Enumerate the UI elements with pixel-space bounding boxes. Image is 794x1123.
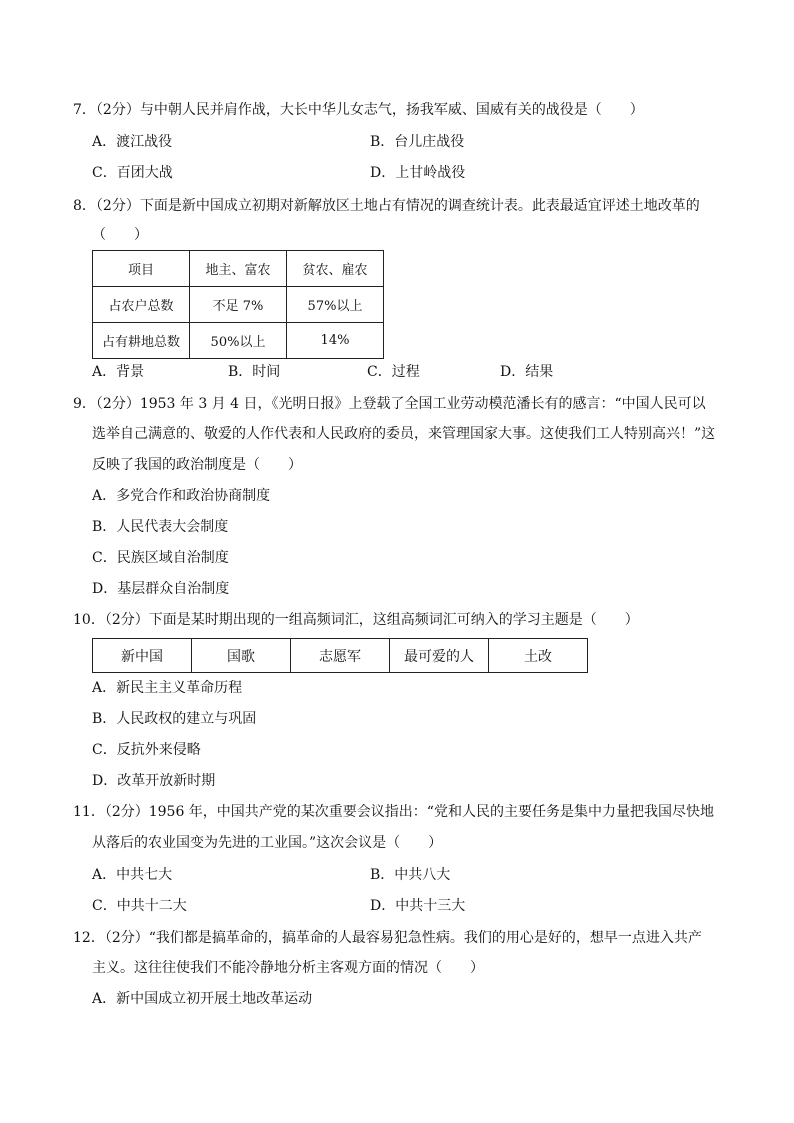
q8-option-a[interactable]: A．背景	[92, 364, 145, 380]
keyword-cell: 志愿军	[291, 639, 390, 673]
q12-option-a[interactable]: A．新中国成立初开展土地改革运动	[92, 991, 313, 1007]
q8-stem-line2: （ ）	[92, 227, 148, 243]
table-header-cell: 项目	[93, 251, 190, 287]
q8-option-d[interactable]: D．结果	[500, 364, 554, 380]
q10-option-b[interactable]: B．人民政权的建立与巩固	[92, 711, 257, 727]
q12-stem-line1: 12．（2分）“我们都是搞革命的，搞革命的人最容易犯急性病。我们的用心是好的，想早一点进入共产	[73, 930, 702, 946]
keyword-cell: 土改	[489, 639, 588, 673]
table-row	[93, 287, 384, 323]
q12-stem-line2: 主义。这往往使我们不能冷静地分析主客观方面的情况（ ）	[92, 960, 484, 976]
table-cell: 不足 7%	[190, 287, 287, 323]
q11-option-b[interactable]: B．中共八大	[370, 867, 451, 883]
q7-option-a[interactable]: A．渡江战役	[92, 134, 173, 150]
q7-stem: 7．（2分）与中朝人民并肩作战，大长中华儿女志气，扬我军威、国威有关的战役是（ ）	[73, 102, 644, 118]
q9-option-c[interactable]: C．民族区域自治制度	[92, 550, 229, 566]
table-header-cell: 贫农、雇农	[287, 251, 384, 287]
table-cell: 50%以上	[190, 323, 287, 359]
q9-option-b[interactable]: B．人民代表大会制度	[92, 519, 229, 535]
q11-stem-line2: 从落后的农业国变为先进的工业国。”这次会议是（ ）	[92, 835, 443, 851]
q10-option-a[interactable]: A．新民主主义革命历程	[92, 680, 243, 696]
table-row	[93, 639, 588, 673]
q8-option-b[interactable]: B．时间	[228, 364, 281, 380]
q7-option-d[interactable]: D．上甘岭战役	[370, 165, 466, 181]
q9-stem-line2: 选举自己满意的、敬爱的人作代表和人民政府的委员，来管理国家大事。这使我们工人特别高兴！”这	[92, 426, 716, 442]
land-survey-table	[92, 250, 384, 359]
q10-option-c[interactable]: C．反抗外来侵略	[92, 742, 201, 758]
q10-stem: 10．（2分）下面是某时期出现的一组高频词汇，这组高频词汇可纳入的学习主题是（ ）	[73, 612, 639, 628]
table-cell: 14%	[287, 323, 384, 359]
table-cell: 占有耕地总数	[93, 323, 190, 359]
q9-option-d[interactable]: D．基层群众自治制度	[92, 581, 230, 597]
table-cell: 占农户总数	[93, 287, 190, 323]
q9-stem-line1: 9．（2分）1953 年 3 月 4 日，《光明日报》上登载了全国工业劳动模范潘长有的感言：“中国人民可以	[73, 396, 706, 412]
q7-option-b[interactable]: B．台儿庄战役	[370, 134, 465, 150]
q8-option-c[interactable]: C．过程	[367, 364, 420, 380]
q7-option-c[interactable]: C．百团大战	[92, 165, 173, 181]
q11-option-d[interactable]: D．中共十三大	[370, 898, 466, 914]
q11-option-a[interactable]: A．中共七大	[92, 867, 173, 883]
q8-stem-line1: 8．（2分）下面是新中国成立初期对新解放区土地占有情况的调查统计表。此表最适宜评述土地改革的	[73, 198, 700, 214]
q9-option-a[interactable]: A．多党合作和政治协商制度	[92, 488, 271, 504]
keyword-cell: 最可爱的人	[390, 639, 489, 673]
q11-option-c[interactable]: C．中共十二大	[92, 898, 187, 914]
q10-option-d[interactable]: D．改革开放新时期	[92, 773, 216, 789]
keyword-table	[92, 638, 588, 673]
table-header-cell: 地主、富农	[190, 251, 287, 287]
table-header-row	[93, 251, 384, 287]
keyword-cell: 国歌	[192, 639, 291, 673]
q11-stem-line1: 11．（2分）1956 年，中国共产党的某次重要会议指出：“党和人民的主要任务是集中力量把我国尽快地	[73, 804, 714, 820]
table-cell: 57%以上	[287, 287, 384, 323]
table-row	[93, 323, 384, 359]
q9-stem-line3: 反映了我国的政治制度是（ ）	[92, 457, 302, 473]
keyword-cell: 新中国	[93, 639, 192, 673]
